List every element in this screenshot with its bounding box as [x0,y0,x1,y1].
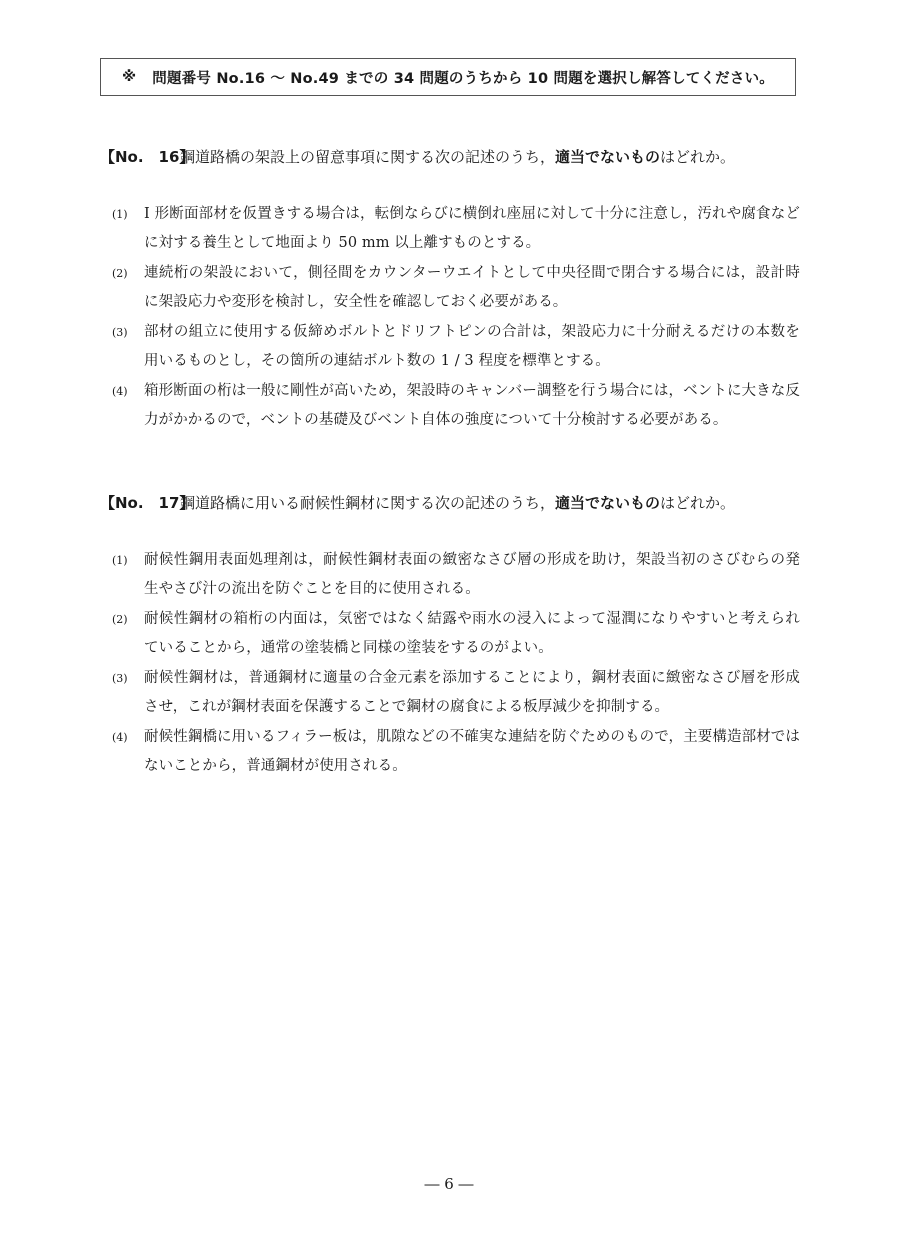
option-1 [100,200,800,258]
question-number: 【No. 16】 [100,148,195,166]
option-number: (3) [112,326,128,339]
option-4 [100,723,800,781]
stem-text-end: はどれか。 [660,148,736,166]
option-text: 箱形断面の桁は一般に剛性が高いため，架設時のキャンバー調整を行う場合には，ベントに大きな反力がかかるので，ベントの基礎及びベント自体の強度について十分検討する必要がある。 [144,383,800,428]
option-number: (1) [112,554,128,567]
option-text: 耐候性鋼橋に用いるフィラー板は，肌隙などの不確実な連結を防ぐためのもので，主要構造部材ではないことから，普通鋼材が使用される。 [144,729,800,774]
question-stem [100,146,800,168]
option-text: I 形断面部材を仮置きする場合は，転倒ならびに横倒れ座屈に対して十分に注意し，汚れや腐食などに対する養生として地面より 50 mm 以上離すものとする。 [144,206,800,251]
stem-text: 鋼道路橋に用いる耐候性鋼材に関する次の記述のうち， [180,494,556,512]
option-text: 耐候性鋼材は，普通鋼材に適量の合金元素を添加することにより，鋼材表面に緻密なさび層を形成させ，これが鋼材表面を保護することで鋼材の腐食による板厚減少を抑制する。 [144,670,800,715]
option-number: (2) [112,613,128,626]
page-number: ― 6 ― [424,1175,474,1193]
option-3 [100,664,800,722]
question-stem [100,492,800,514]
option-text: 耐候性鋼用表面処理剤は，耐候性鋼材表面の緻密なさび層の形成を助け，架設当初のさびむらの発生やさび汁の流出を防ぐことを目的に使用される。 [144,552,800,597]
reference-mark: ※ [121,69,137,85]
option-number: (4) [112,385,128,398]
option-number: (1) [112,208,128,221]
question-16 [100,146,800,436]
stem-text: 鋼道路橋の架設上の留意事項に関する次の記述のうち， [180,148,556,166]
instruction-text: 問題番号 No.16 ～ No.49 までの 34 問題のうちから 10 問題を選択し解答してください。 [152,70,774,87]
stem-emphasis: 適当でないもの [555,494,661,512]
option-text: 連続桁の架設において，側径間をカウンターウエイトとして中央径間で閉合する場合には，設計時に架設応力や変形を検討し，安全性を確認しておく必要がある。 [144,265,800,310]
option-4 [100,377,800,435]
option-text: 耐候性鋼材の箱桁の内面は，気密ではなく結露や雨水の浸入によって湿潤になりやすいと考えられていることから，通常の塗装橋と同様の塗装をするのがよい。 [144,611,800,656]
option-1 [100,546,800,604]
option-text: 部材の組立に使用する仮締めボルトとドリフトピンの合計は，架設応力に十分耐えるだけの本数を用いるものとし，その箇所の連結ボルト数の 1 / 3 程度を標準とする。 [144,324,800,369]
option-number: (2) [112,267,128,280]
option-number: (4) [112,731,128,744]
option-list [100,200,800,435]
option-list [100,546,800,781]
instruction-notice-box [100,58,796,96]
option-number: (3) [112,672,128,685]
option-3 [100,318,800,376]
question-17 [100,492,800,782]
option-2 [100,259,800,317]
option-2 [100,605,800,663]
stem-emphasis: 適当でないもの [555,148,661,166]
stem-text-end: はどれか。 [660,494,736,512]
question-number: 【No. 17】 [100,494,195,512]
